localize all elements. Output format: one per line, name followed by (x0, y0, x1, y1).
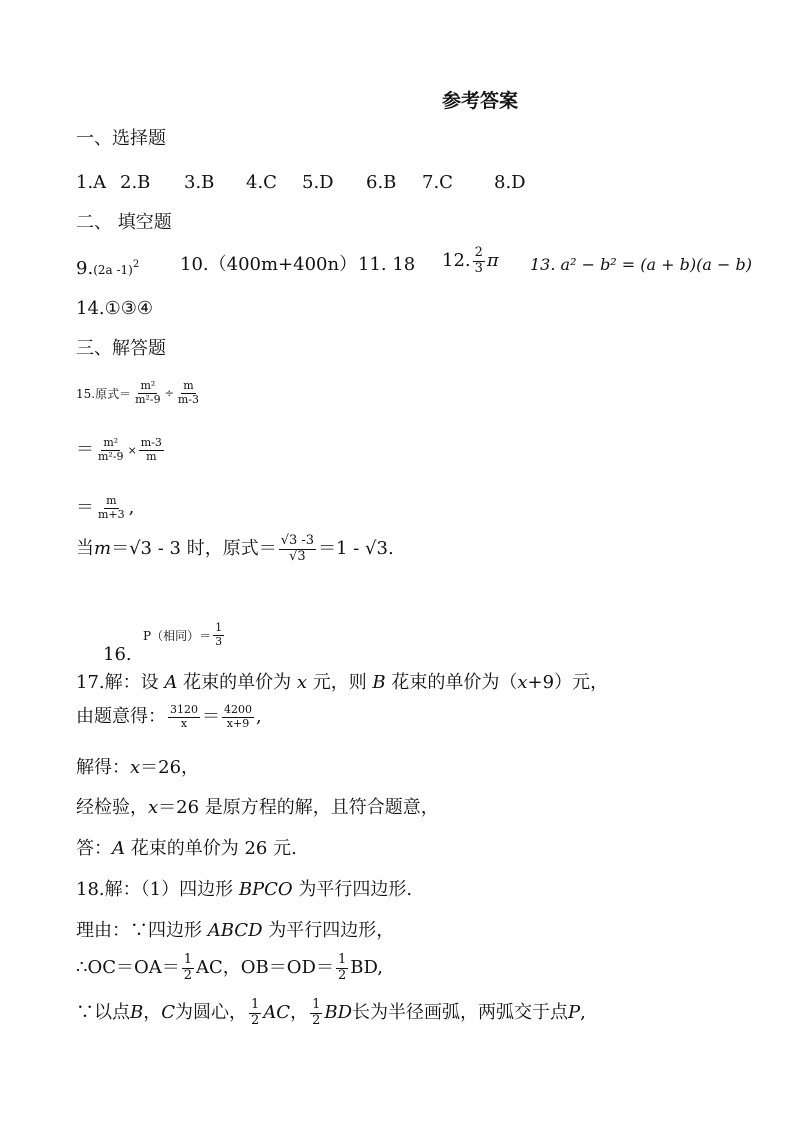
text: ＝26， (140, 757, 200, 778)
q15-fraction-3 (96, 437, 126, 463)
q12-pi: π (486, 250, 499, 272)
fraction-denominator: m+3 (98, 507, 125, 521)
equals-sign: ＝ (202, 706, 220, 728)
text: 理由：∵四边形 (76, 920, 208, 941)
text: ＝√3 - 3 时，原式＝ (111, 538, 277, 560)
choice-answer: 2.B (120, 172, 151, 193)
fraction-numerator: √3 -3 (280, 533, 315, 548)
variable-x: x (148, 797, 159, 818)
segment-AC: AC (263, 1002, 291, 1024)
fill-answer-12 (442, 246, 499, 277)
fraction-numerator: 4200 (224, 703, 252, 716)
text: 解得： (76, 757, 130, 778)
variable-A: A (112, 838, 125, 859)
q16-fraction (213, 622, 224, 648)
fraction-numerator: m (106, 494, 117, 507)
q12-number: 12. (442, 250, 471, 272)
comma: , (128, 497, 135, 519)
text: , (580, 1002, 586, 1024)
quadrilateral-name: ABCD (207, 920, 263, 941)
choice-answer: 1.A (76, 172, 107, 193)
fraction-denominator: 2 (183, 967, 193, 983)
text: ＝26 是原方程的解，且符合题意， (158, 797, 439, 818)
segment-BD: BD (324, 1002, 353, 1024)
fill-answer-11: 11. 18 (358, 254, 416, 275)
fraction-numerator: m (183, 379, 194, 392)
text: 当 (76, 538, 94, 560)
fraction-denominator: 3 (215, 634, 223, 648)
q12-denominator: 3 (474, 260, 483, 276)
fraction-numerator: 1 (312, 997, 321, 1012)
text: 花束的单价为（ (385, 672, 518, 693)
q15-fraction-1 (133, 380, 163, 406)
text: ， (290, 1002, 309, 1024)
comma: , (256, 706, 262, 728)
fill-answer-9 (76, 254, 139, 281)
fraction-denominator: m²-9 (98, 449, 124, 463)
text: ∴OC＝OA＝ (76, 957, 180, 979)
text: 为平行四边形. (292, 879, 413, 900)
fraction-denominator: x+9 (226, 716, 250, 730)
variable-B: B (372, 672, 386, 693)
fraction-denominator: m²-9 (135, 392, 161, 406)
q9-expression: (2a -1) (93, 263, 133, 277)
fill-answer-13: 13. a² − b² = (a + b)(a − b) (530, 255, 752, 274)
fraction-denominator: 2 (312, 1012, 321, 1028)
half-fraction (336, 953, 348, 984)
q9-exponent: 2 (132, 259, 140, 270)
q18-line-4 (76, 998, 586, 1029)
fraction-denominator: √3 (289, 548, 306, 564)
choice-answer: 3.B (184, 172, 215, 193)
q15-fraction-4 (139, 437, 164, 463)
choice-answer: 6.B (366, 172, 397, 193)
variable-x: x (296, 672, 307, 693)
variable-A: A (164, 672, 178, 693)
point-P: P (568, 1002, 581, 1024)
choice-answer: 4.C (246, 172, 277, 193)
q12-numerator: 2 (474, 245, 483, 260)
q16-probability (143, 622, 226, 648)
fraction-numerator: 1 (183, 952, 193, 967)
fraction-numerator: m-3 (140, 436, 162, 449)
equals-sign: ＝ (76, 439, 94, 461)
q9-number: 9. (76, 258, 94, 279)
q15-fraction-2 (176, 380, 201, 406)
fill-answer-10: 10.（400m+400n） (180, 254, 358, 275)
half-fraction (249, 998, 261, 1029)
q17-line-1 (76, 672, 608, 694)
text: 为圆心， (175, 1002, 248, 1024)
fraction-numerator: 1 (337, 952, 347, 967)
text: 元，则 (306, 672, 373, 693)
fill-answer-14: 14.①③④ (76, 298, 154, 319)
text: 为平行四边形， (262, 920, 395, 941)
text: ， (143, 1002, 162, 1024)
text: 答： (76, 838, 112, 859)
variable-x: x (130, 757, 141, 778)
text: 由题意得： (76, 706, 166, 728)
point-C: C (161, 1002, 176, 1024)
q18-line-2 (76, 920, 394, 942)
text: +9）元， (527, 672, 609, 693)
fraction-numerator: m² (103, 436, 119, 449)
section-heading-fill: 二、 填空题 (76, 212, 172, 233)
division-operator: ÷ (164, 386, 174, 400)
choice-answer: 8.D (494, 172, 526, 193)
q15-line-1 (76, 380, 203, 406)
half-fraction (310, 998, 322, 1029)
fraction-denominator: 2 (337, 967, 347, 983)
text: 花束的单价为 (177, 672, 297, 693)
variable-m: m (94, 538, 112, 560)
q16-number: 16. (103, 644, 132, 665)
q17-fraction-2 (222, 704, 254, 730)
q15-prefix: 15.原式＝ (76, 386, 132, 401)
q15-fraction-5 (96, 495, 127, 521)
q17-fraction-1 (168, 704, 200, 730)
quadrilateral-name: BPCO (238, 879, 293, 900)
text: 18.解：（1）四边形 (76, 879, 239, 900)
q17-line-5 (76, 838, 297, 860)
text: 花束的单价为 26 元. (125, 838, 297, 859)
equals-sign: ＝ (76, 497, 94, 519)
fraction-numerator: 1 (251, 997, 260, 1012)
text: AC，OB＝OD＝ (196, 957, 334, 979)
text: ∵以点 (76, 1002, 130, 1024)
q12-fraction (473, 246, 485, 277)
text: 经检验， (76, 797, 148, 818)
text: BD, (350, 957, 384, 979)
fraction-numerator: m² (140, 379, 156, 392)
choice-answer: 5.D (302, 172, 334, 193)
text: 长为半径画弧，两弧交于点 (352, 1002, 569, 1024)
q18-line-3 (76, 953, 383, 984)
fraction-denominator: 2 (251, 1012, 260, 1028)
q15-line-2 (76, 437, 166, 463)
text: 17.解：设 (76, 672, 165, 693)
page-title: 参考答案 (442, 90, 519, 112)
q15-fraction-6 (279, 534, 316, 565)
q17-line-2 (76, 704, 262, 730)
section-heading-choice: 一、选择题 (76, 128, 166, 149)
q17-line-4 (76, 797, 439, 819)
q17-line-3 (76, 757, 199, 779)
text: ＝1 - √3. (318, 538, 394, 560)
fraction-denominator: m (146, 449, 157, 463)
point-B: B (130, 1002, 144, 1024)
half-fraction (182, 953, 194, 984)
q18-line-1 (76, 879, 412, 901)
variable-x: x (517, 672, 528, 693)
fraction-numerator: 3120 (170, 703, 198, 716)
q15-line-3 (76, 495, 134, 521)
fraction-denominator: m-3 (177, 392, 200, 406)
choice-answer: 7.C (422, 172, 453, 193)
fraction-numerator: 1 (215, 621, 223, 634)
fraction-denominator: x (180, 716, 188, 730)
multiply-operator: × (127, 443, 137, 457)
q15-line-4 (76, 534, 394, 565)
section-heading-solve: 三、解答题 (76, 338, 166, 359)
q16-prefix: P（相同）＝ (143, 628, 212, 643)
